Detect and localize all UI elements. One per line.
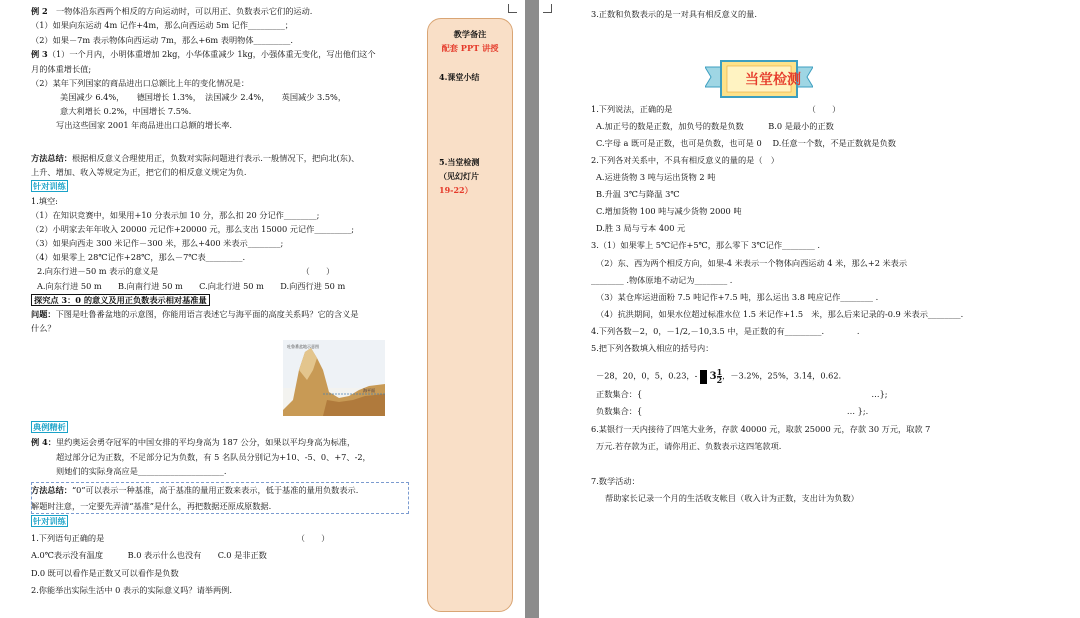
right-line: 2.下列各对关系中，不具有相反意义的量的是（ ） <box>591 155 779 165</box>
fraction-denominator: 2 <box>716 375 723 385</box>
left-line: （1）如果向东运动 4m 记作+4m，那么向西运动 5m 记作_________； <box>31 20 293 30</box>
left-line: （4）如果零上 28℃记作+28℃，那么－7℃表_________. <box>31 252 246 262</box>
fraction-whole: 3 <box>709 371 717 382</box>
right-line: 正数集合：{ …}; <box>596 389 888 399</box>
notes-ppt: 配套 PPT 讲授 <box>441 43 499 53</box>
right-line: （3）某仓库运进面粉 7.5 吨记作+7.5 吨，那么运出 3.8 吨应记作________ . <box>596 292 879 302</box>
left-line: 月的体重增长值; <box>31 64 92 74</box>
training-tag-2 <box>31 516 68 527</box>
left-line: A.向东行进 50 m B.向南行进 50 m C.向北行进 50 m D.向西行进 50 m <box>37 281 346 291</box>
right-line: A.加正号的数是正数，加负号的数是负数 B.0 是最小的正数 <box>596 121 834 131</box>
crop-mark-right <box>543 4 552 13</box>
banner-title: 当堂检测 <box>745 72 801 88</box>
right-line: 3.正数和负数表示的是一对具有相反意义的量. <box>591 9 757 19</box>
left-line: 1.下列语句正确的是 （ ） <box>31 533 330 543</box>
notes-title: 教学备注 <box>453 29 487 39</box>
training-label: 针对训练 <box>33 181 66 191</box>
right-line: 7.数学活动： <box>591 476 640 486</box>
right-line: 6.某银行一天内接待了四笔大业务，存款 40000 元，取款 25000 元，存款 30 万元，取款 7 <box>591 424 931 434</box>
redacted-mark <box>700 370 707 384</box>
page-gutter <box>525 0 539 618</box>
left-line: 例 2 一物体沿东西两个相反的方向运动时，可以用正、负数表示它们的运动. <box>31 6 313 16</box>
left-line: （2）如果－7m 表示物体向西运动 7m，那么+6m 表明物体_________. <box>31 35 293 45</box>
teaching-notes-panel <box>427 18 513 612</box>
notes-item-5: 5.当堂检测 <box>439 157 480 167</box>
left-line: 解题时注意，一定要先弄清“基准”是什么，再把数据还原成原数据. <box>31 501 272 511</box>
right-line: （2）东、西为两个相反方向，如果-4 米表示一个物体向西运动 4 米，那么+2 米表示 <box>596 258 908 268</box>
right-line: 帮助家长记录一个月的生活收支帐目（收入计为正数，支出计为负数） <box>605 493 859 503</box>
left-page <box>0 0 525 618</box>
example-tag <box>31 422 68 433</box>
right-line: ________ .物体原地不动记为________ . <box>591 275 733 285</box>
svg-text:海平面: 海平面 <box>363 388 375 393</box>
right-line: （4）抗洪期间，如果水位超过标准水位 1.5 米记作+1.5 米，那么后来记录的-0.9 米表示________. <box>596 309 964 319</box>
notes-item-4: 4.课堂小结 <box>439 72 480 82</box>
left-line: 2.你能举出实际生活中 0 表示的实际意义吗？请举两例. <box>31 585 232 595</box>
left-line: 超过部分记为正数，不足部分记为负数，有 5 名队员分别记为+10、-5、0、+7、-2， <box>56 452 371 462</box>
left-line: 则她们的实际身高应是_____________________. <box>56 466 227 476</box>
training-tag-1 <box>31 181 68 192</box>
training-label-2: 针对训练 <box>33 516 66 526</box>
left-line: 什么？ <box>31 323 56 333</box>
left-line: 上升、增加、收入等规定为正，把它们的相反意义规定为负. <box>31 167 247 177</box>
numbers-prefix: －28，20，0，5，0.23，- <box>596 370 698 381</box>
left-line: （1）在知识竞赛中，如果用+10 分表示加 10 分，那么扣 20 分记作________; <box>31 210 320 220</box>
left-line: （2）某年下列国家的商品进出口总额比上年的变化情况是： <box>31 78 250 88</box>
left-line: 例 3（1）一个月内，小明体重增加 2kg，小华体重减少 1kg，小强体重无变化，写出他们这个 <box>31 49 376 59</box>
example-label: 典例精析 <box>33 422 66 432</box>
turpan-basin-figure <box>283 340 385 416</box>
right-line: C.字母 a 既可是正数，也可是负数，也可是 0 D.任意一个数，不是正数就是负数 <box>596 138 896 148</box>
right-line: A.运进货物 3 吨与运出货物 2 吨 <box>596 172 716 182</box>
left-line: 美国减少 6.4%， 德国增长 1.3%， 法国减少 2.4%， 英国减少 3.5%， <box>60 92 347 102</box>
right-line: 3.（1）如果零上 5℃记作+5℃，那么零下 3℃记作________ . <box>591 240 820 250</box>
numbers-list <box>596 369 841 384</box>
left-line: 方法总结：“0”可以表示一种基准，高于基准的量用正数来表示，低于基准的量用负数表示. <box>31 485 359 495</box>
left-line: 1.填空: <box>31 196 58 206</box>
left-line: 2.向东行进－50 m 表示的意义是 （ ） <box>37 266 335 276</box>
svg-text:吐鲁番盆地示意图: 吐鲁番盆地示意图 <box>287 344 319 349</box>
notes-item-5-sub: （见幻灯片 <box>439 171 479 181</box>
fraction-numerator: 1 <box>716 367 723 377</box>
notes-item-5-pages: 19-22） <box>439 185 473 195</box>
left-line: 问题：下图是吐鲁番盆地的示意图，你能用语言表述它与海平面的高度关系吗？它的含义是 <box>31 309 359 319</box>
right-line: 负数集合：{ … };. <box>596 406 869 416</box>
crop-mark <box>508 4 517 13</box>
left-line: 写出这些国家 2001 年商品进出口总额的增长率. <box>56 120 233 130</box>
method-summary-box <box>31 482 409 514</box>
right-line: 4.下列各数－2，0，－1/2,－10,3.5 中，是正数的有_________. . <box>591 326 860 336</box>
numbers-suffix: ，－3.2%，25%，3.14，0.62. <box>722 370 842 381</box>
left-line: 意大利增长 0.2%，中国增长 7.5%. <box>60 106 192 116</box>
right-line: D.胜 3 局与亏本 400 元 <box>596 223 686 233</box>
explore-label: 探究点 3：0 的意义及用正负数表示相对基准量 <box>31 294 210 306</box>
right-line: C.增加货物 100 吨与减少货物 2000 吨 <box>596 206 742 216</box>
left-line: A.0℃表示没有温度 B.0 表示什么也没有 C.0 是非正数 <box>31 550 267 560</box>
explore-tag <box>31 295 210 306</box>
right-line: B.升温 3℃与降温 3℃ <box>596 189 680 199</box>
right-line: 万元.若存款为正，请你用正、负数表示这四笔款项. <box>596 441 782 451</box>
left-line: （3）如果向西走 300 米记作－300 米，那么+400 米表示________; <box>31 238 284 248</box>
left-line: 方法总结：根据相反意义合理使用正，负数对实际问题进行表示.一般情况下，把向北(东)、 <box>31 153 360 163</box>
left-line: D.0 既可以看作是正数又可以看作是负数 <box>31 568 179 578</box>
right-line: 5.把下列各数填入相应的括号内： <box>591 343 714 353</box>
left-line: 例 4：里约奥运会勇夺冠军的中国女排的平均身高为 187 公分，如果以平均身高为标准， <box>31 437 356 447</box>
right-line: 1.下列说法，正确的是 （ ） <box>591 104 841 114</box>
left-line: （2）小明家去年年收入 20000 元记作+20000 元，那么支出 15000 元记作_________; <box>31 224 354 234</box>
